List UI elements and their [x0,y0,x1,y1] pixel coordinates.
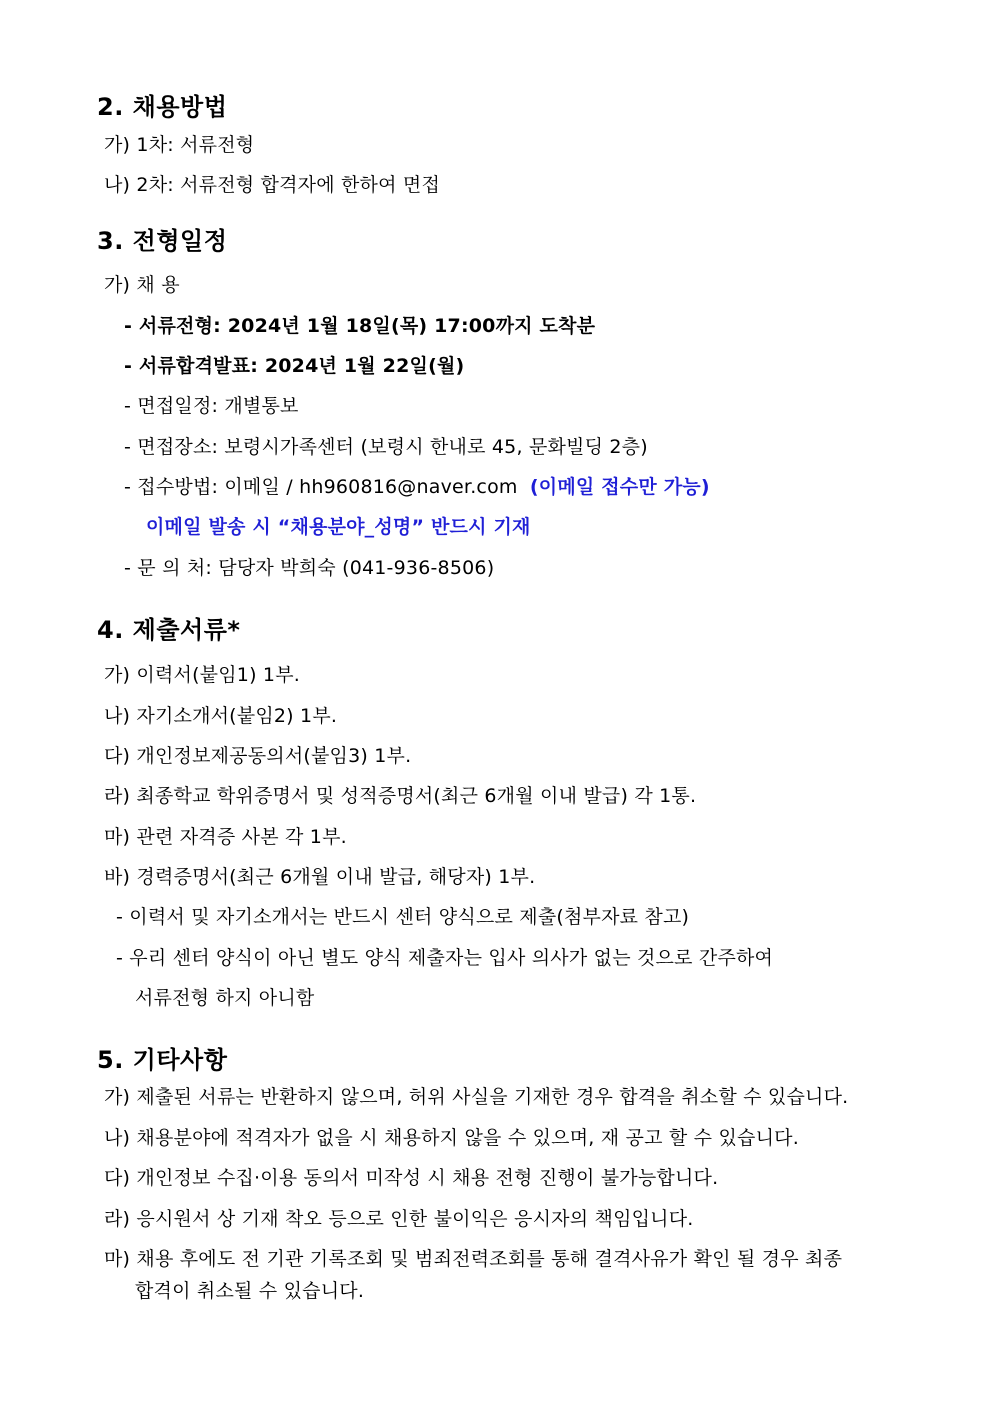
email-subject-note: 이메일 발송 시 “채용분야_성명” 반드시 기재 [146,516,531,538]
section-5-item-b: 나) 채용분야에 적격자가 없을 시 채용하지 않을 수 있으며, 재 공고 할 수 있습니다. [104,1127,799,1149]
section-4-item-f: 바) 경력증명서(최근 6개월 이내 발급, 해당자) 1부. [104,866,536,888]
section-4-heading: 4. 제출서류* [97,616,241,644]
section-2-item-b: 나) 2차: 서류전형 합격자에 한하여 면접 [104,174,441,196]
section-4-item-a: 가) 이력서(붙임1) 1부. [104,664,301,686]
apply-method-text: - 접수방법: 이메일 / hh960816@naver.com [124,476,518,498]
section-5-item-a: 가) 제출된 서류는 반환하지 않으며, 허위 사실을 기재한 경우 합격을 취소할 수 있습니다. [104,1086,849,1108]
section-5-heading: 5. 기타사항 [97,1046,228,1074]
section-4-item-b: 나) 자기소개서(붙임2) 1부. [104,705,338,727]
interview-place: - 면접장소: 보령시가족센터 (보령시 한내로 45, 문화빌딩 2층) [124,436,648,458]
doc-result-date: - 서류합격발표: 2024년 1월 22일(월) [124,355,465,377]
section-3-heading: 3. 전형일정 [97,227,228,255]
section-5-item-e-cont: 합격이 취소될 수 있습니다. [135,1280,365,1302]
section-2-item-a: 가) 1차: 서류전형 [104,134,255,156]
section-3-sub-a: 가) 채 용 [104,274,180,296]
doc-screening-date: - 서류전형: 2024년 1월 18일(목) 17:00까지 도착분 [124,315,596,337]
interview-date: - 면접일정: 개별통보 [124,395,299,417]
section-4-item-c: 다) 개인정보제공동의서(붙임3) 1부. [104,745,412,767]
apply-method-note: (이메일 접수만 가능) [529,476,710,498]
section-5-item-d: 라) 응시원서 상 기재 착오 등으로 인한 불이익은 응시자의 책임입니다. [104,1208,694,1230]
apply-method [124,474,710,500]
section-5-item-c: 다) 개인정보 수집·이용 동의서 미작성 시 채용 전형 진행이 불가능합니다. [104,1167,719,1189]
section-4-note-2: - 우리 센터 양식이 아닌 별도 양식 제출자는 입사 의사가 없는 것으로 간주하여 [116,947,774,969]
section-4-note-2-cont: 서류전형 하지 아니함 [135,987,315,1009]
section-4-item-e: 마) 관련 자격증 사본 각 1부. [104,826,347,848]
section-4-note-1: - 이력서 및 자기소개서는 반드시 센터 양식으로 제출(첨부자료 참고) [116,906,690,928]
contact-info: - 문 의 처: 담당자 박희숙 (041-936-8506) [124,557,495,579]
section-2-heading: 2. 채용방법 [97,93,228,121]
section-5-item-e: 마) 채용 후에도 전 기관 기록조회 및 범죄전력조회를 통해 결격사유가 확인 될 경우 최종 [104,1248,843,1270]
section-4-item-d: 라) 최종학교 학위증명서 및 성적증명서(최근 6개월 이내 발급) 각 1통. [104,785,697,807]
